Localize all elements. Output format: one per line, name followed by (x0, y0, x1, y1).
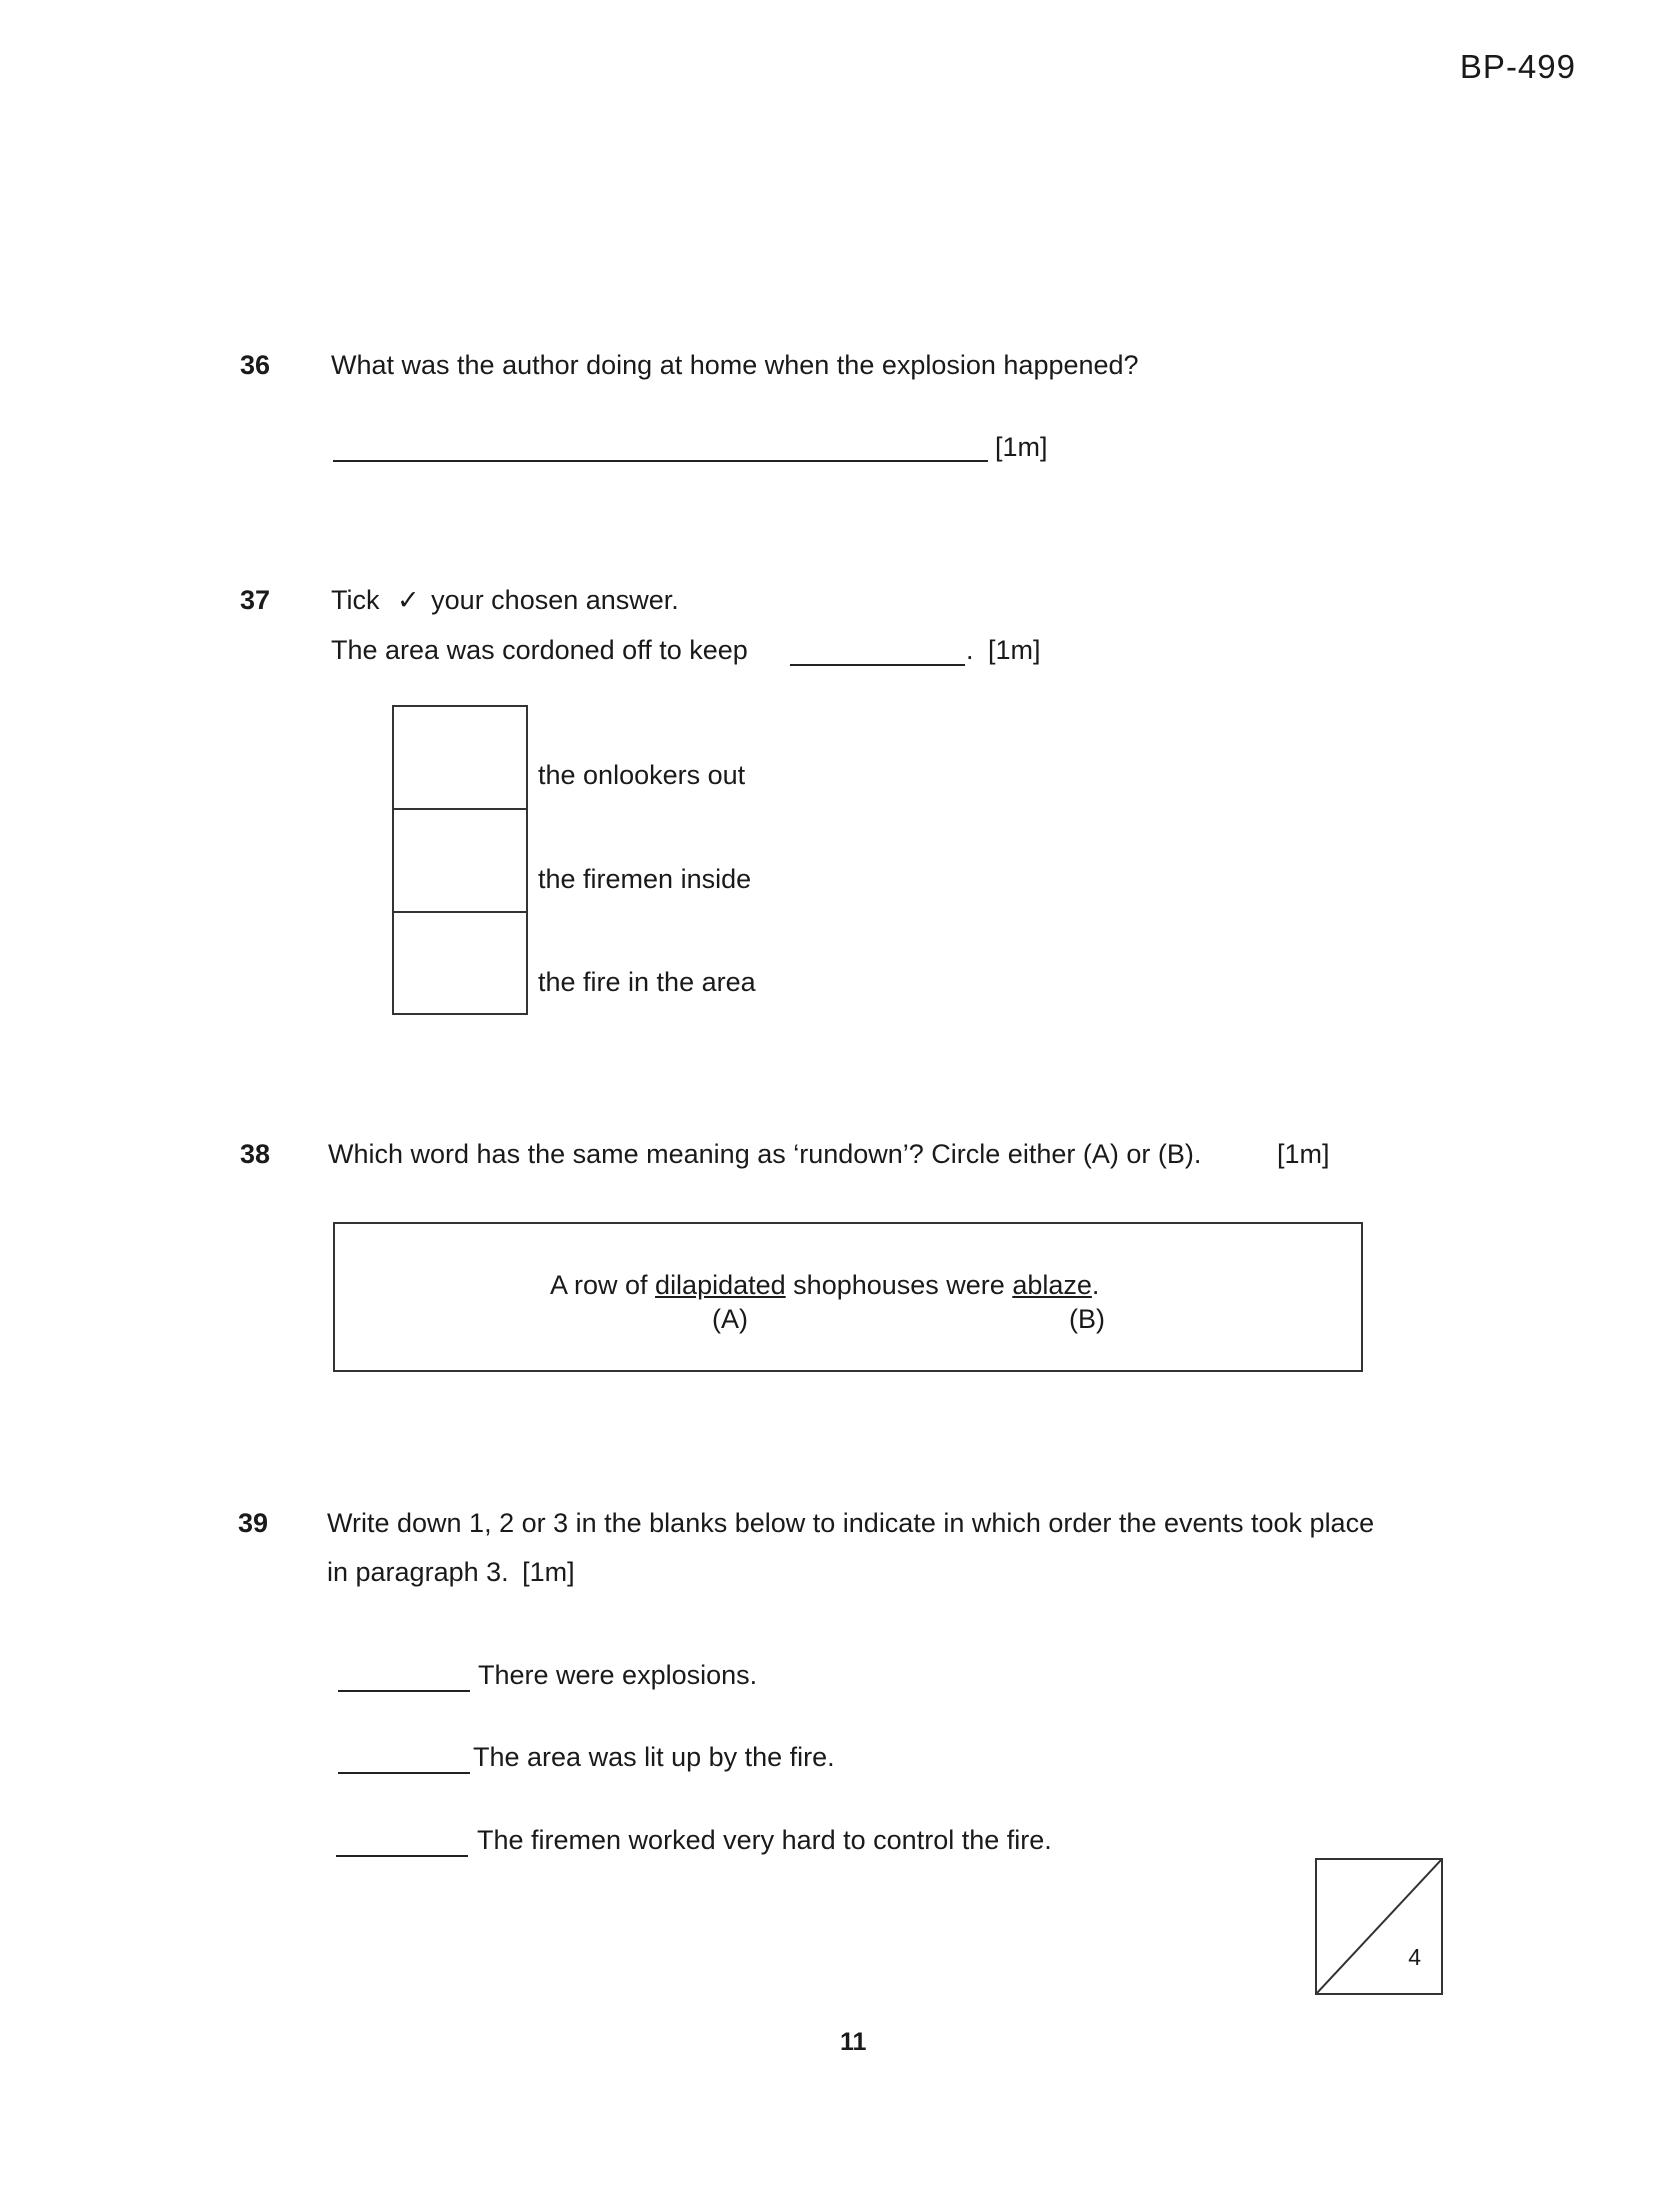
event-1-text: There were explosions. (478, 1660, 758, 1690)
word-b-ablaze[interactable]: ablaze (1012, 1270, 1092, 1300)
event-3-text: The firemen worked very hard to control the fire. (477, 1825, 1052, 1855)
question-38-number: 38 (240, 1139, 271, 1169)
event-3-order-blank[interactable] (336, 1855, 468, 1857)
question-36-marks: [1m] (995, 432, 1048, 462)
sentence-middle: shophouses were (785, 1270, 1013, 1300)
score-box-diagonal (1317, 1860, 1441, 1993)
option-b-label[interactable]: (B) (1069, 1304, 1105, 1334)
question-39-marks: [1m] (522, 1557, 575, 1587)
question-37-sentence-blank (790, 664, 965, 666)
option-1-tick-box[interactable] (392, 705, 528, 810)
tick-instruction-prefix: Tick (331, 585, 380, 615)
option-1-label: the onlookers out (538, 760, 746, 790)
tick-mark-icon: ✓ (397, 585, 420, 615)
question-39-number: 39 (238, 1508, 269, 1538)
question-36-text: What was the author doing at home when the explosion happened? (331, 350, 1139, 380)
option-3-tick-box[interactable] (392, 911, 528, 1015)
option-3-label: the fire in the area (538, 967, 756, 997)
sentence-start: A row of (550, 1270, 656, 1300)
page-number: 11 (840, 2028, 867, 2056)
event-1-order-blank[interactable] (338, 1690, 470, 1692)
score-box (1315, 1858, 1443, 1995)
question-37-instruction (331, 585, 679, 616)
option-2-label: the firemen inside (538, 864, 752, 894)
option-2-tick-box[interactable] (392, 808, 528, 913)
score-box-total: 4 (1408, 1944, 1421, 1970)
sentence-end: . (1091, 1270, 1100, 1300)
question-38-marks: [1m] (1277, 1139, 1330, 1169)
question-39-text-line-1: Write down 1, 2 or 3 in the blanks below to indicate in which order the events took place (327, 1508, 1375, 1538)
option-a-label[interactable]: (A) (712, 1304, 748, 1334)
question-36-number: 36 (240, 350, 271, 380)
question-38-text: Which word has the same meaning as ‘rundown’? Circle either (A) or (B). (328, 1139, 1202, 1169)
question-37-sentence-end: . (966, 635, 974, 665)
question-37-sentence: The area was cordoned off to keep (331, 635, 748, 665)
question-37-number: 37 (240, 585, 271, 615)
paper-code: BP-499 (1459, 48, 1576, 85)
question-37-marks: [1m] (988, 635, 1041, 665)
event-2-text: The area was lit up by the fire. (473, 1742, 835, 1772)
question-39-text-line-2-body: in paragraph 3. (327, 1557, 509, 1587)
event-2-order-blank[interactable] (338, 1772, 470, 1774)
question-36-answer-line[interactable] (333, 460, 988, 462)
word-a-dilapidated[interactable]: dilapidated (655, 1270, 786, 1300)
tick-instruction-suffix: your chosen answer. (431, 585, 679, 615)
question-38-sentence (550, 1270, 1099, 1301)
question-39-text-line-2 (327, 1557, 575, 1588)
